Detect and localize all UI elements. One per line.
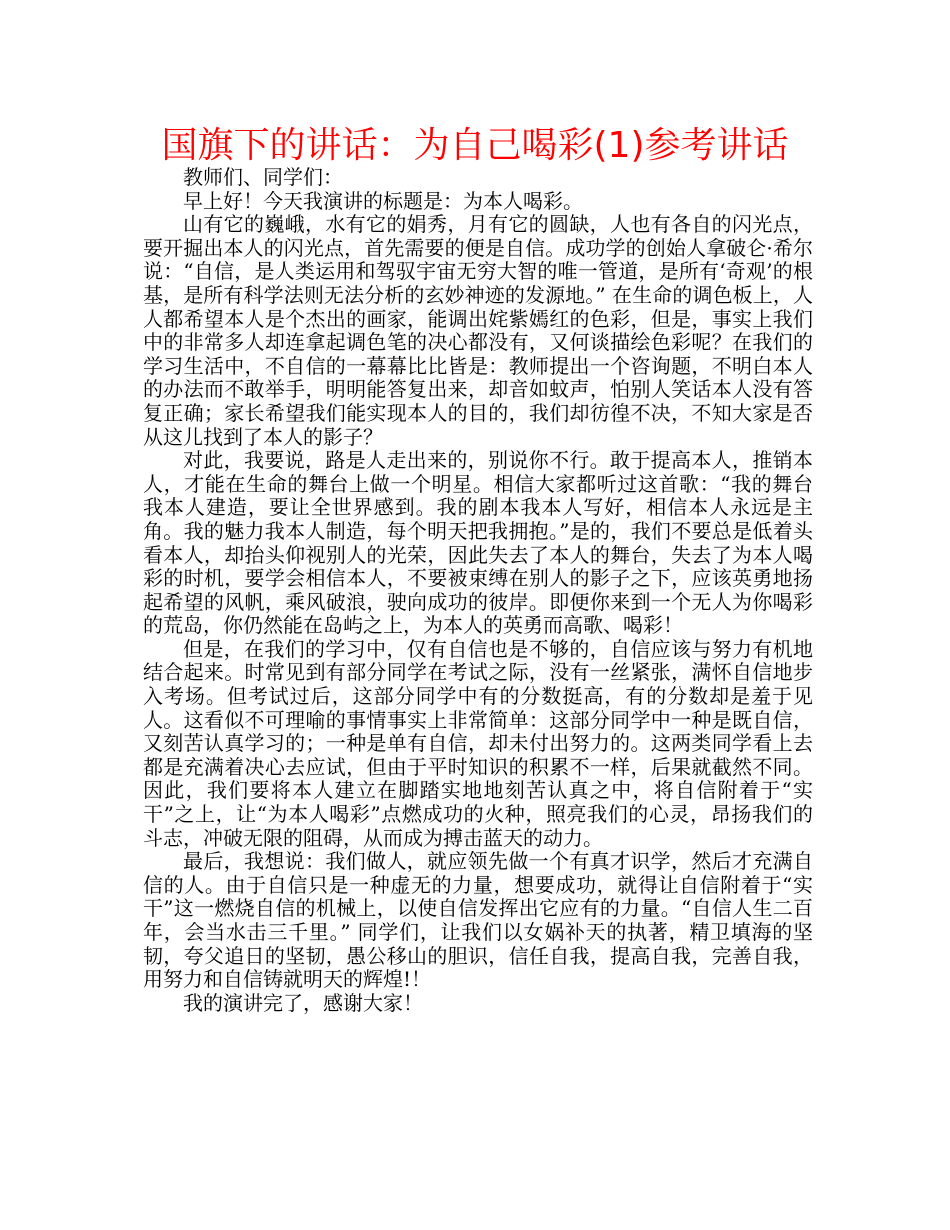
paragraph-effort: 但是，在我们的学习中，仅有自信也是不够的，自信应该与努力有机地结合起来。时常见到有部分同学在考试之际，没有一丝紧张，满怀自信地步入考场。但考试过后，这部分同学中有的分数挺高，有的分数却是羞于见人。这看似不可理喻的事情事实上非常简单：这部分同学中一种是既自信，又刻苦认真学习的；一种是单有自信，却未付出努力的。这两类同学看上去都是充满着决心去应试，但由于平时知识的积累不一样，后果就截然不同。因此，我们要将本人建立在脚踏实地地刻苦认真之中，将自信附着于“实干”之上，让“为本人喝彩”点燃成功的火种，照亮我们的心灵，昂扬我们的斗志，冲破无限的阻碍，从而成为搏击蓝天的动力。 bbox=[143, 636, 813, 850]
paragraph-confidence: 山有它的巍峨，水有它的娟秀，月有它的圆缺，人也有各自的闪光点，要开掘出本人的闪光点，首先需要的便是自信。成功学的创始人拿破仑·希尔说：“自信，是人类运用和驾驭宇宙无穷大智的唯一管道，是所有‘奇观’的根基，是所有科学法则无法分析的玄妙神迹的发源地。” 在生命的调色板上，人人都希望本人是个杰出的画家，能调出姹紫嫣红的色彩，但是，事实上我们中的非常多人却连拿起调色笔的决心都没有，又何谈描绘色彩呢？在我们的学习生活中，不自信的一幕幕比比皆是：教师提出一个咨询题，不明白本人的办法而不敢举手，明明能答复出来，却音如蚊声，怕别人笑话本人没有答复正确；家长希望我们能实现本人的目的，我们却彷徨不决，不知大家是否从这儿找到了本人的影子？ bbox=[143, 212, 813, 449]
paragraph-conclusion: 最后，我想说：我们做人，就应领先做一个有真才识学，然后才充满自信的人。由于自信只是一种虚无的力量，想要成功，就得让自信附着于“实干”这一燃烧自信的机械上，以使自信发挥出它应有的力量。“自信人生二百年，会当水击三千里。” 同学们，让我们以女娲补天的执著，精卫填海的坚韧，夸父追日的坚韧，愚公移山的胆识，信任自我，提高自我，完善自我，用努力和自信铸就明天的辉煌!！ bbox=[143, 849, 813, 992]
paragraph-stage: 对此，我要说，路是人走出来的，别说你不行。敢于提高本人，推销本人，才能在生命的舞台上做一个明星。相信大家都听过这首歌：“我的舞台我本人建造，要让全世界感到。我的剧本我本人写好，相信本人永远是主角。我的魅力我本人制造，每个明天把我拥抱。”是的，我们不要总是低着头看本人，却抬头仰视别人的光荣，因此失去了本人的舞台，失去了为本人喝彩的时机，要学会相信本人，不要被束缚在别人的影子之下，应该英勇地扬起希望的风帆，乘风破浪，驶向成功的彼岸。即便你来到一个无人为你喝彩的荒岛，你仍然能在岛屿之上，为本人的英勇而高歌、喝彩！ bbox=[143, 448, 813, 638]
paragraph-greeting: 教师们、同学们： bbox=[183, 165, 343, 189]
document-body bbox=[143, 166, 813, 1015]
paragraph-closing: 我的演讲完了，感谢大家！ bbox=[183, 990, 423, 1015]
document-title: 国旗下的讲话：为自己喝彩(1)参考讲话 bbox=[161, 125, 789, 166]
paragraph-opening: 早上好！今天我演讲的标题是：为本人喝彩。 bbox=[183, 188, 583, 213]
